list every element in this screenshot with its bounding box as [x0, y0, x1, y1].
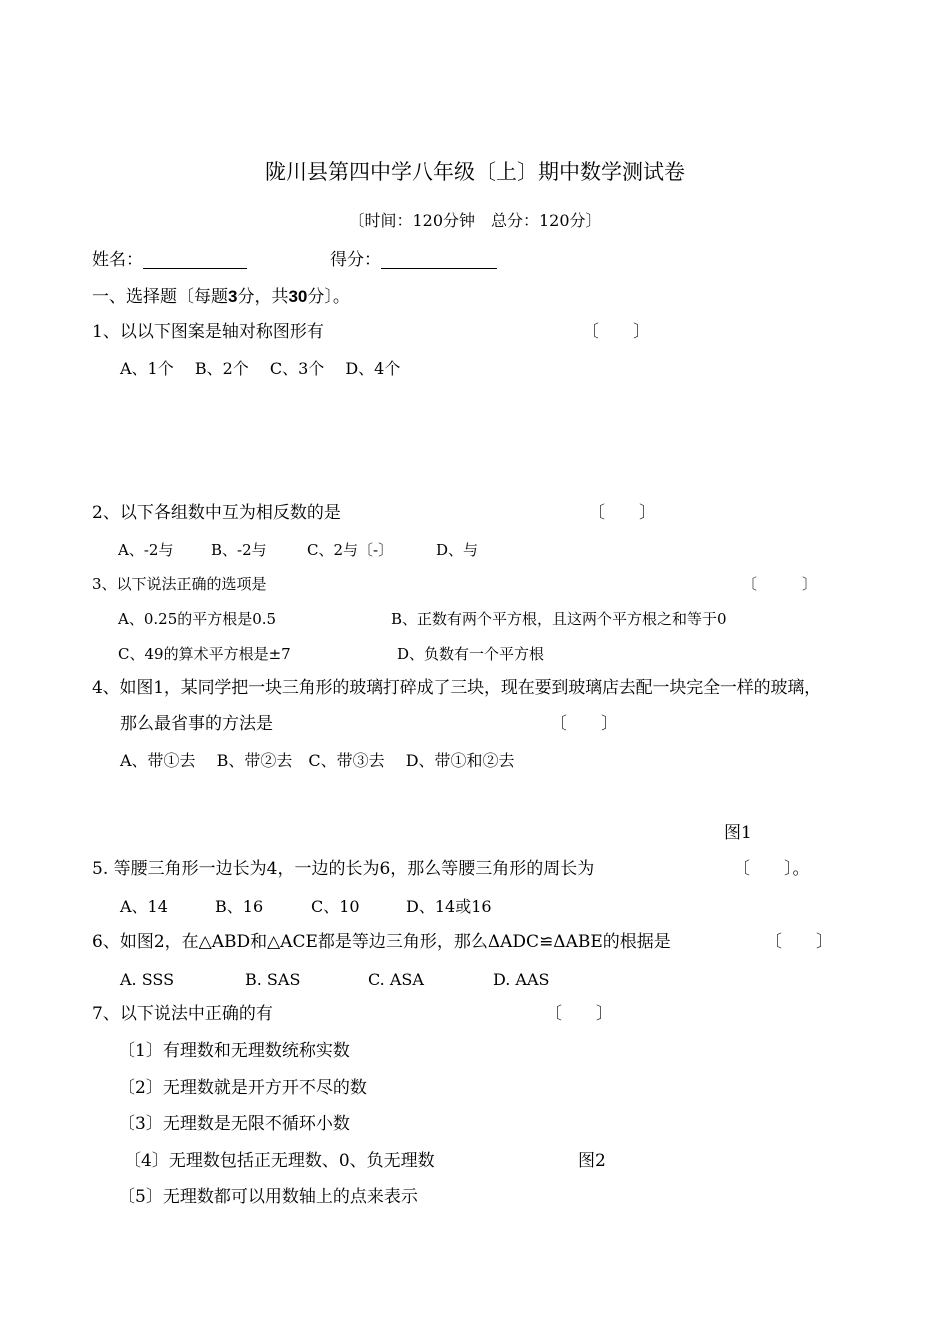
question-5: 5. 等腰三角形一边长为4，一边的长为6，那么等腰三角形的周长为 [92, 859, 595, 879]
question-4-continued: 那么最省事的方法是 [120, 714, 273, 734]
question-2-option-d: D、与 [436, 541, 479, 559]
answer-paren-5[interactable]: 〔 〕。 [733, 859, 810, 879]
question-6: 6、如图2，在△ABD和△ACE都是等边三角形，那么ΔADC≌ΔABE的根据是 [92, 932, 671, 952]
question-3: 3、以下说法正确的选项是 [92, 575, 267, 593]
question-4-options: A、带①去 B、带②去 C、带③去 D、带①和②去 [120, 751, 515, 770]
name-field[interactable] [143, 250, 247, 269]
question-6-option-a: A. SSS [120, 970, 175, 989]
question-7-item: 〔5〕无理数都可以用数轴上的点来表示 [118, 1187, 418, 1207]
question-2-option-b: B、-2与 [211, 541, 267, 559]
figure-2-caption: 图2 [578, 1151, 606, 1171]
section-mid: 分，共 [237, 287, 289, 307]
question-6-option-d: D. AAS [493, 970, 550, 989]
answer-paren-6[interactable]: 〔 〕 [765, 932, 833, 952]
question-5-option-a: A、14 [120, 897, 168, 916]
exam-time-score: 〔时间：120分钟 总分：120分〕 [348, 211, 602, 230]
answer-paren-4[interactable]: 〔 〕 [550, 714, 618, 734]
question-2: 2、以下各组数中互为相反数的是 [92, 503, 341, 523]
answer-paren-7[interactable]: 〔 〕 [545, 1004, 613, 1024]
section-prefix: 一、选择题〔每题 [92, 287, 228, 307]
question-3-option-b: B、正数有两个平方根，且这两个平方根之和等于0 [391, 610, 727, 628]
question-3-option-c: C、49的算术平方根是±7 [118, 645, 291, 663]
question-7-item: 〔2〕无理数就是开方开不尽的数 [118, 1078, 367, 1098]
question-3-option-d: D、负数有一个平方根 [397, 645, 545, 663]
name-row [92, 250, 247, 269]
question-2-option-a: A、-2与 [118, 541, 174, 559]
figure-1-caption: 图1 [724, 823, 752, 843]
question-7-item: 〔3〕无理数是无限不循环小数 [118, 1114, 350, 1134]
section-per-points: 3 [228, 287, 238, 306]
name-label: 姓名： [92, 250, 143, 270]
score-row [330, 250, 497, 269]
question-6-option-b: B. SAS [245, 970, 301, 989]
question-7: 7、以下说法中正确的有 [92, 1004, 273, 1024]
answer-paren-1[interactable]: 〔 〕 [582, 322, 650, 342]
question-1-options: A、1个 B、2个 C、3个 D、4个 [120, 359, 401, 378]
score-field[interactable] [381, 250, 497, 269]
question-4: 4、如图1，某同学把一块三角形的玻璃打碎成了三块，现在要到玻璃店去配一块完全一样的玻璃， [92, 678, 822, 698]
question-6-option-c: C. ASA [368, 970, 424, 989]
page-title: 陇川县第四中学八年级〔上〕期中数学测试卷 [265, 160, 685, 184]
answer-paren-2[interactable]: 〔 〕 [588, 503, 656, 523]
answer-paren-3[interactable]: 〔 〕 [742, 575, 818, 593]
question-3-option-a: A、0.25的平方根是0.5 [118, 610, 277, 628]
question-2-option-c: C、2与〔-〕 [307, 541, 394, 559]
section-total-points: 30 [288, 287, 308, 306]
section-suffix: 分〕。 [307, 287, 350, 307]
question-7-item: 〔1〕有理数和无理数统称实数 [118, 1041, 350, 1061]
question-1: 1、以以下图案是轴对称图形有 [92, 322, 324, 342]
question-5-option-c: C、10 [311, 897, 360, 916]
score-label: 得分： [330, 250, 381, 270]
section-heading [92, 288, 350, 306]
question-5-option-b: B、16 [215, 897, 264, 916]
question-5-option-d: D、14或16 [406, 897, 492, 916]
question-7-item: 〔4〕无理数包括正无理数、0、负无理数 [124, 1151, 435, 1171]
